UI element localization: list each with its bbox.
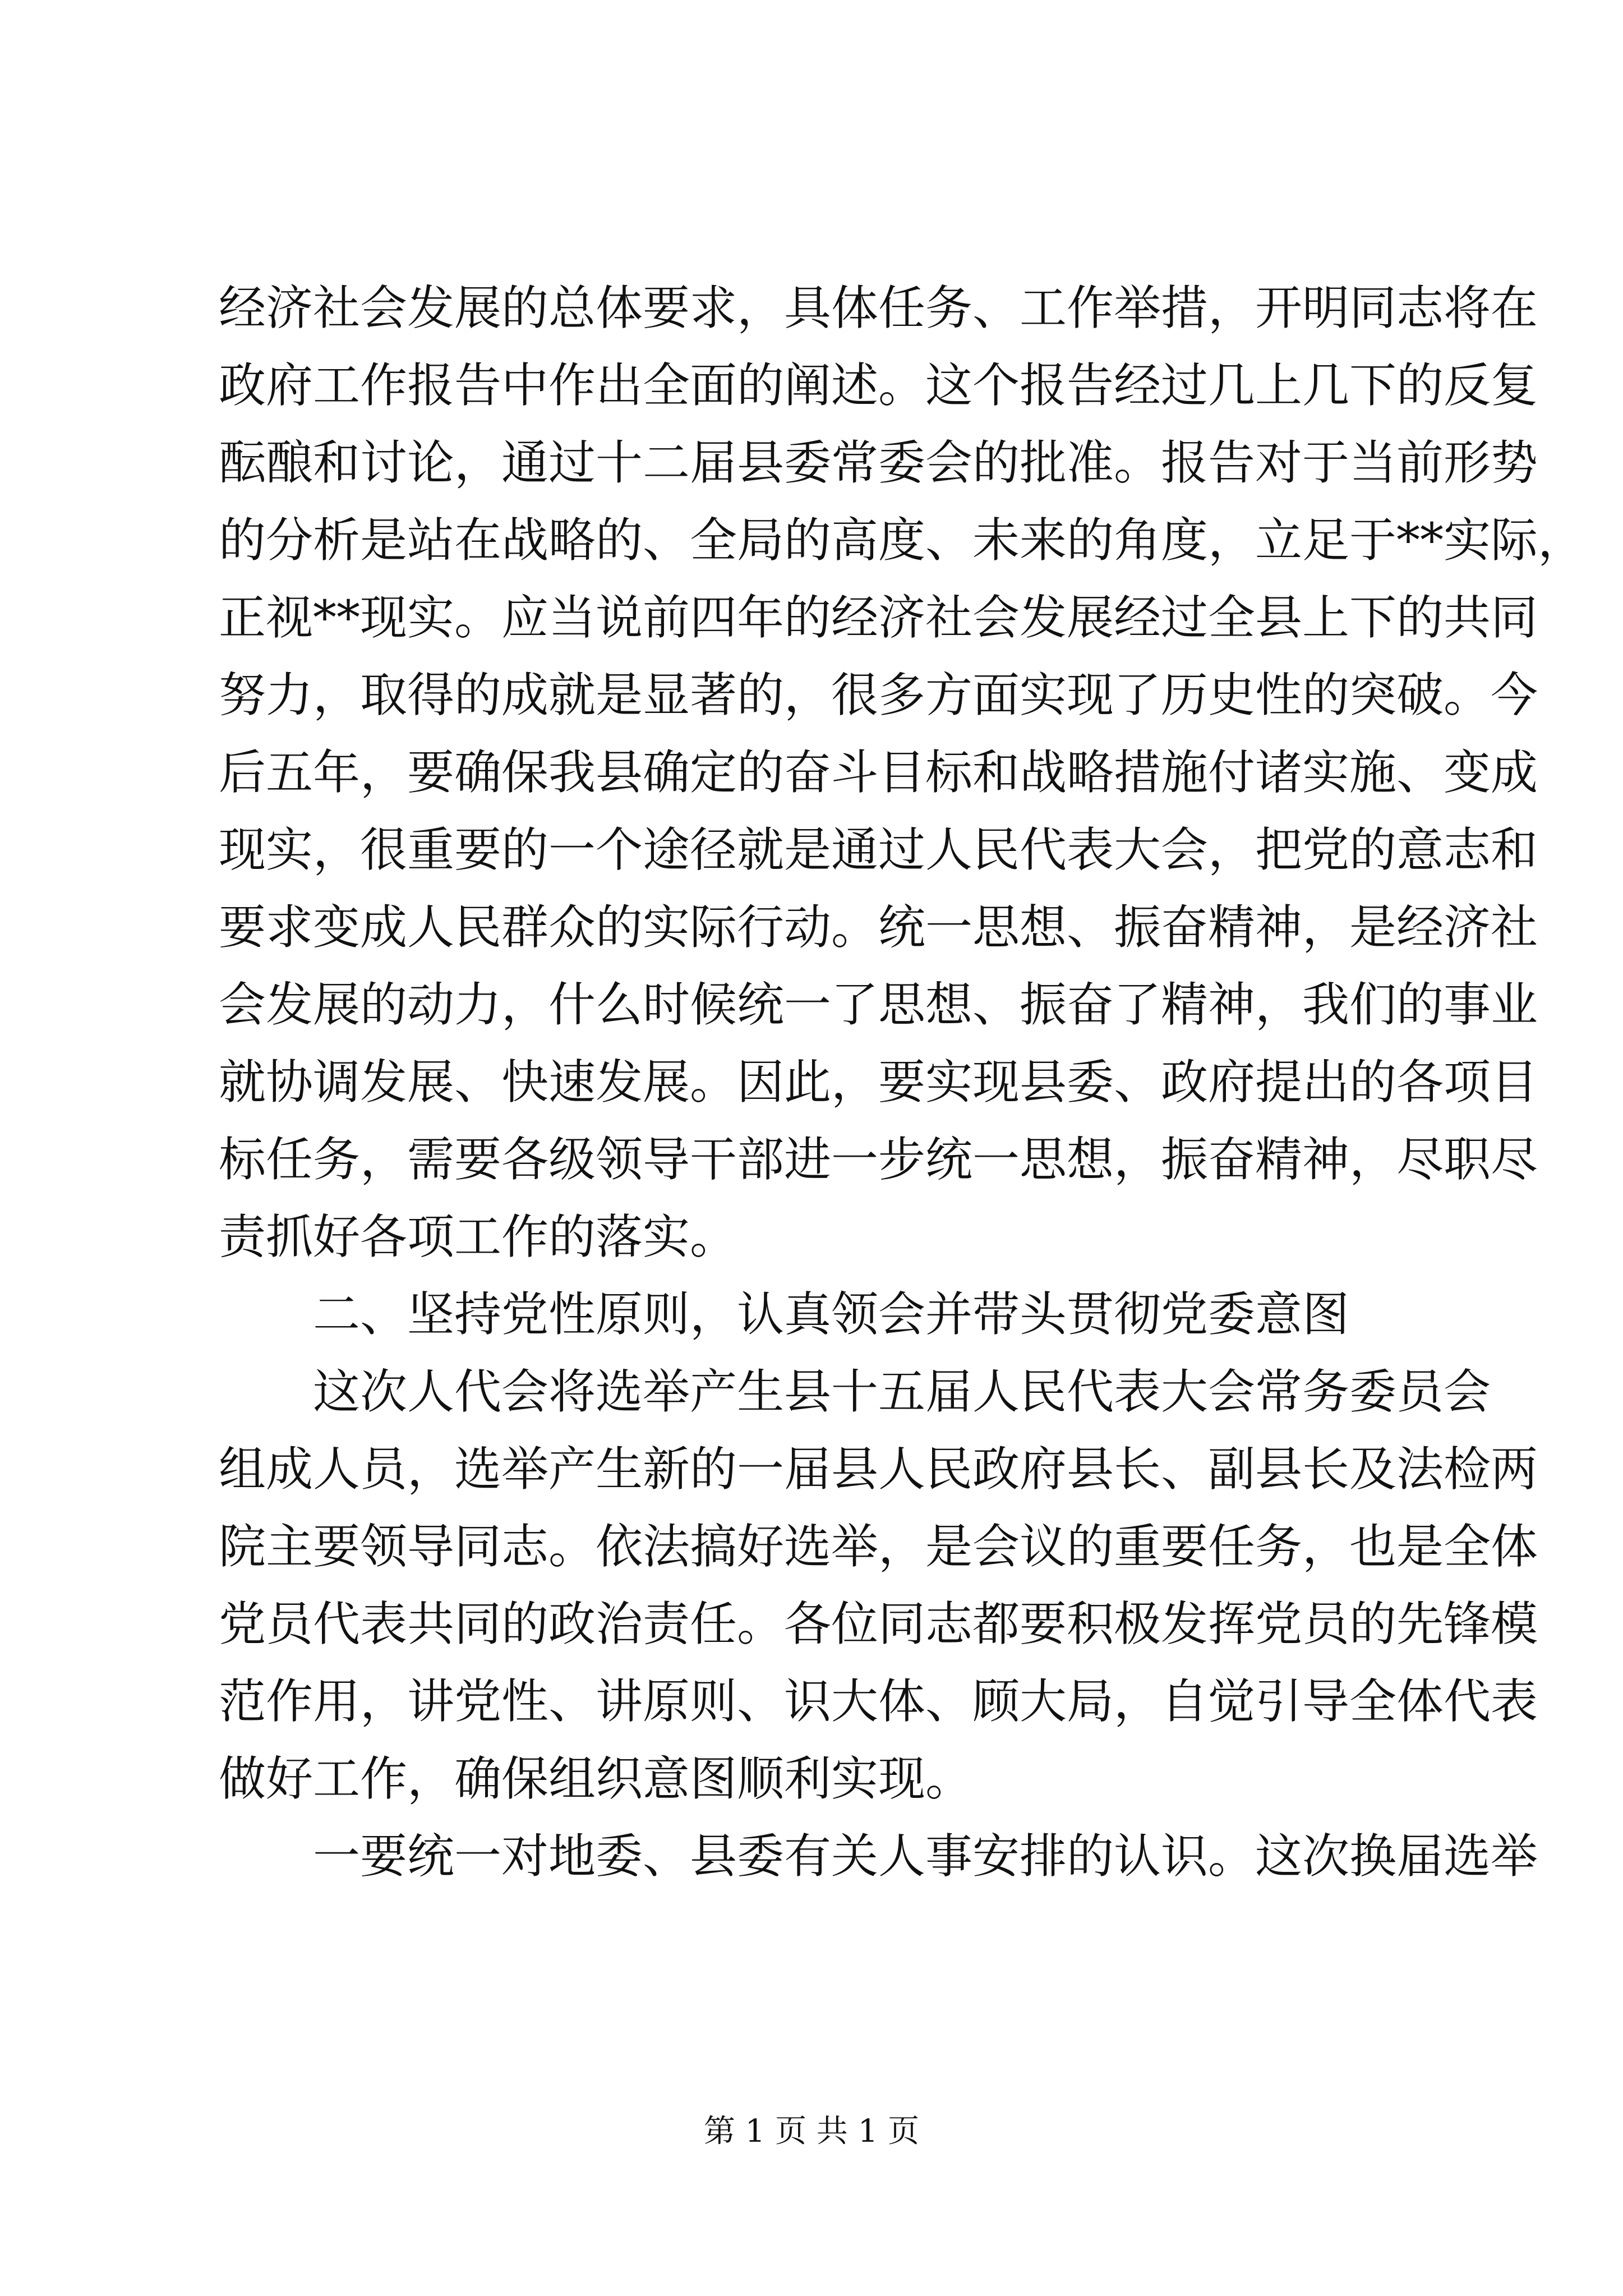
page-number-footer: 第 1 页 共 1 页 [703, 2113, 920, 2150]
text-line-15: 这次人代会将选举产生县十五届人民代表大会常务委员会 [313, 1364, 1491, 1419]
text-line-3: 酝酿和讨论，通过十二届县委常委会的批准。报告对于当前形势 [219, 435, 1538, 490]
text-line-10: 会发展的动力，什么时候统一了思想、振奋了精神，我们的事业 [219, 977, 1538, 1032]
text-line-7: 后五年，要确保我县确定的奋斗目标和战略措施付诸实施、变成 [219, 745, 1538, 800]
text-line-1: 经济社会发展的总体要求，具体任务、工作举措，开明同志将在 [219, 280, 1538, 335]
text-line-6: 努力，取得的成就是显著的，很多方面实现了历史性的突破。今 [219, 668, 1538, 723]
text-line-2: 政府工作报告中作出全面的阐述。这个报告经过几上几下的反复 [219, 358, 1538, 413]
text-line-13: 责抓好各项工作的落实。 [219, 1209, 737, 1264]
text-line-17: 院主要领导同志。依法搞好选举，是会议的重要任务，也是全体 [219, 1519, 1538, 1574]
text-line-20: 做好工作，确保组织意图顺利实现。 [219, 1751, 973, 1806]
text-line-5: 正视**现实。应当说前四年的经济社会发展经过全县上下的共同 [219, 590, 1538, 645]
text-line-12: 标任务，需要各级领导干部进一步统一思想，振奋精神，尽职尽 [219, 1132, 1538, 1187]
text-line-8: 现实，很重要的一个途径就是通过人民代表大会，把党的意志和 [219, 822, 1538, 877]
text-line-18: 党员代表共同的政治责任。各位同志都要积极发挥党员的先锋模 [219, 1596, 1538, 1651]
text-line-16: 组成人员，选举产生新的一届县人民政府县长、副县长及法检两 [219, 1442, 1538, 1497]
text-line-19: 范作用，讲党性、讲原则、识大体、顾大局，自觉引导全体代表 [219, 1674, 1538, 1729]
document-body [219, 269, 1585, 1895]
text-line-4: 的分析是站在战略的、全局的高度、未来的角度，立足于**实际， [219, 513, 1585, 568]
text-line-11: 就协调发展、快速发展。因此，要实现县委、政府提出的各项目 [219, 1055, 1538, 1110]
text-line-21: 一要统一对地委、县委有关人事安排的认识。这次换届选举 [313, 1829, 1538, 1884]
section-heading: 二、坚持党性原则，认真领会并带头贯彻党委意图 [313, 1287, 1350, 1342]
text-line-9: 要求变成人民群众的实际行动。统一思想、振奋精神，是经济社 [219, 900, 1538, 955]
